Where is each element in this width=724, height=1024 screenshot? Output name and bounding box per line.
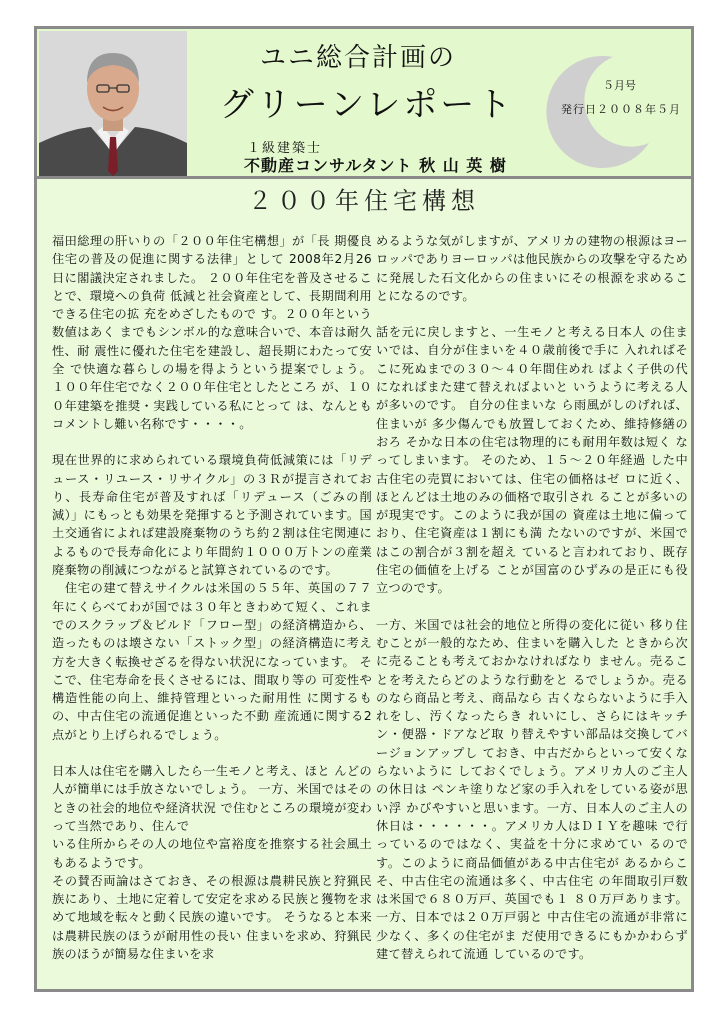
issue-date: 発行日２００８年５月 xyxy=(561,103,681,116)
article-paragraph: 話を元に戻しますと、一生モノと考える日本人 の住まいでは、自分が住まいを４０歳前後で手に 入れればそこに死ぬまでの３０～４０年間住めれ ばよく子供の代になればまた建て替えればよいと いうように考える人が多いのです。 自分の住まいな ら雨風がしのげれば、住まいが 多少傷んでも放置しておくため、維持修繕のおろ そかな日本の住宅は物理的にも耐用年数は短く なってしまいます。 そのため、１５～２０年経過 した中古住宅の売買においては、住宅の価格はゼ ロに近く、ほとんどは土地のみの価格で取引され ることが多いのが現実です。このように我が国の 資産は土地に偏っており、住宅資産は１割にも満 たないのですが、米国ではこの割合が３割を超え ていると言われており、既存住宅の価値を上げる ことが国富のひずみの是正にも役立つのです。 xyxy=(376,325,688,596)
author-photo xyxy=(39,31,187,176)
newsletter-header xyxy=(37,29,691,179)
article-right-column xyxy=(376,232,688,963)
article-paragraph: 現在世界的に求められている環境負荷低減策には「リデュース・リユース・リサイクル」の３Ｒが提言されており、長寿命住宅が普及すれば「リデュース（ごみの削減）」にもっとも効果を発揮すると予測されています。国土交通省によれば建設廃棄物のうち約２割は住宅関連によるもので長寿命化により年間約１０００万トンの産業廃棄物の削減につながると試算されているのです。 住宅の建て替えサイクルは米国の５５年、英国の７７年にくらべてわが国では３０年ときわめて短く、これまでのスクラップ＆ビルド「フロー型」の経済構造から、造ったものは壊さない「ストック型」の経済構造に考え方を大きく転換せざるを得ない状況になっています。 そこで、住宅寿命を長くさせるには、間取り等の 可変性や構造性能の向上、維持管理といった耐用性 に関するもの、中古住宅の流通促進といった不動 産流通に関する2点がとり上げられるでしょう。 xyxy=(52,453,372,742)
article-paragraph: 一方、米国では社会的地位と所得の変化に従い 移り住むことが一般的なため、住まいを購入した ときから次に売ることも考えておかなければなり ません。売ることを考えたらどのような行動をと るでしょうか。売るのなら商品と考え、商品なら 古くならないように手入れをし、汚くなったらき れいにし、さらにはキッチン・便器・ドアなど取 り替えやすい部品は交換してバージョンアップし ておき、中古だからといって安くならないように しておくでしょう。アメリカ人のご主人の休日は ペンキ塗りなど家の手入れをしている姿が思い浮 かびやすいと思います。一方、日本人のご主人の 休日は・・・・・・。アメリカ人はＤＩＹを趣味 で行っているのではなく、実益を十分に求めてい るのです。このように商品価値がある中古住宅が あるからこそ、中古住宅の流通は多く、中古住宅 の年間取引戸数は米国で６８０万戸、英国でも１ ８０万戸あります。一方、日本では２０万戸弱と 中古住宅の流通が非常に少なく、多くの住宅がま だ使用できるにもかかわらず建て替えられて流通 しているのです。 xyxy=(376,617,688,961)
article-title: ２００年住宅構想 xyxy=(248,187,480,215)
author-role: １級建築士 xyxy=(247,141,323,156)
article-left-column xyxy=(52,232,372,963)
report-title: グリーンレポート xyxy=(219,85,515,125)
article-paragraph: 福田総理の肝いりの「２００年住宅構想」が「長 期優良住宅の普及の促進に関する法律」として 2008年2月26日に閣議決定されました。 ２００年住宅を普及させることで、環境への負荷 低減と社会資産として、長期間利用できる住宅の拡 充をめざしたもので す。２００年という数値はあく までもシンボル的な意味合いで、本音は耐久性、耐 震性に優れた住宅を建設し、超長期にわたって安全 で快適な暮らしの場を得ようという提案でしょう。 １００年住宅でなく２００年住宅としたところ が、１００年建築を推奨・実践している私にとって は、なんともコメントし難い名称です・・・・。 xyxy=(52,234,372,431)
newsletter-frame xyxy=(34,26,694,992)
author-name: 不動産コンサルタント 秋 山 英 樹 xyxy=(244,156,507,175)
article-paragraph: 日本人は住宅を購入したら一生モノと考え、ほと んどの人が簡単には手放さないでしょう。 一方、米国ではそのときの社会的地位や経済状況 で住むところの環境が変わって当然であり、住んで いる住所からその人の地位や富裕度を推察する社会風土もあるようです。 その賛否両論はさておき、その根源は農耕民族と狩猟民族にあり、土地に定着して安定を求める民族と獲物を求めて地域を転々と動く民族の違いです。 そうなると本来は農耕民族のほうが耐用性の長い 住まいを求め、狩猟民族のほうが簡易な住まいを求 xyxy=(52,764,372,961)
issue-month: ５月号 xyxy=(603,79,636,92)
author-portrait-image xyxy=(39,31,187,176)
article-paragraph: めるような気がしますが、アメリカの建物の根源はヨーロッパでありヨーロッパは他民族からの攻撃を守るために発展した石文化からの住まいにその根源を求めることになるのです。 xyxy=(376,234,688,303)
series-title: ユニ総合計画の xyxy=(259,43,456,73)
